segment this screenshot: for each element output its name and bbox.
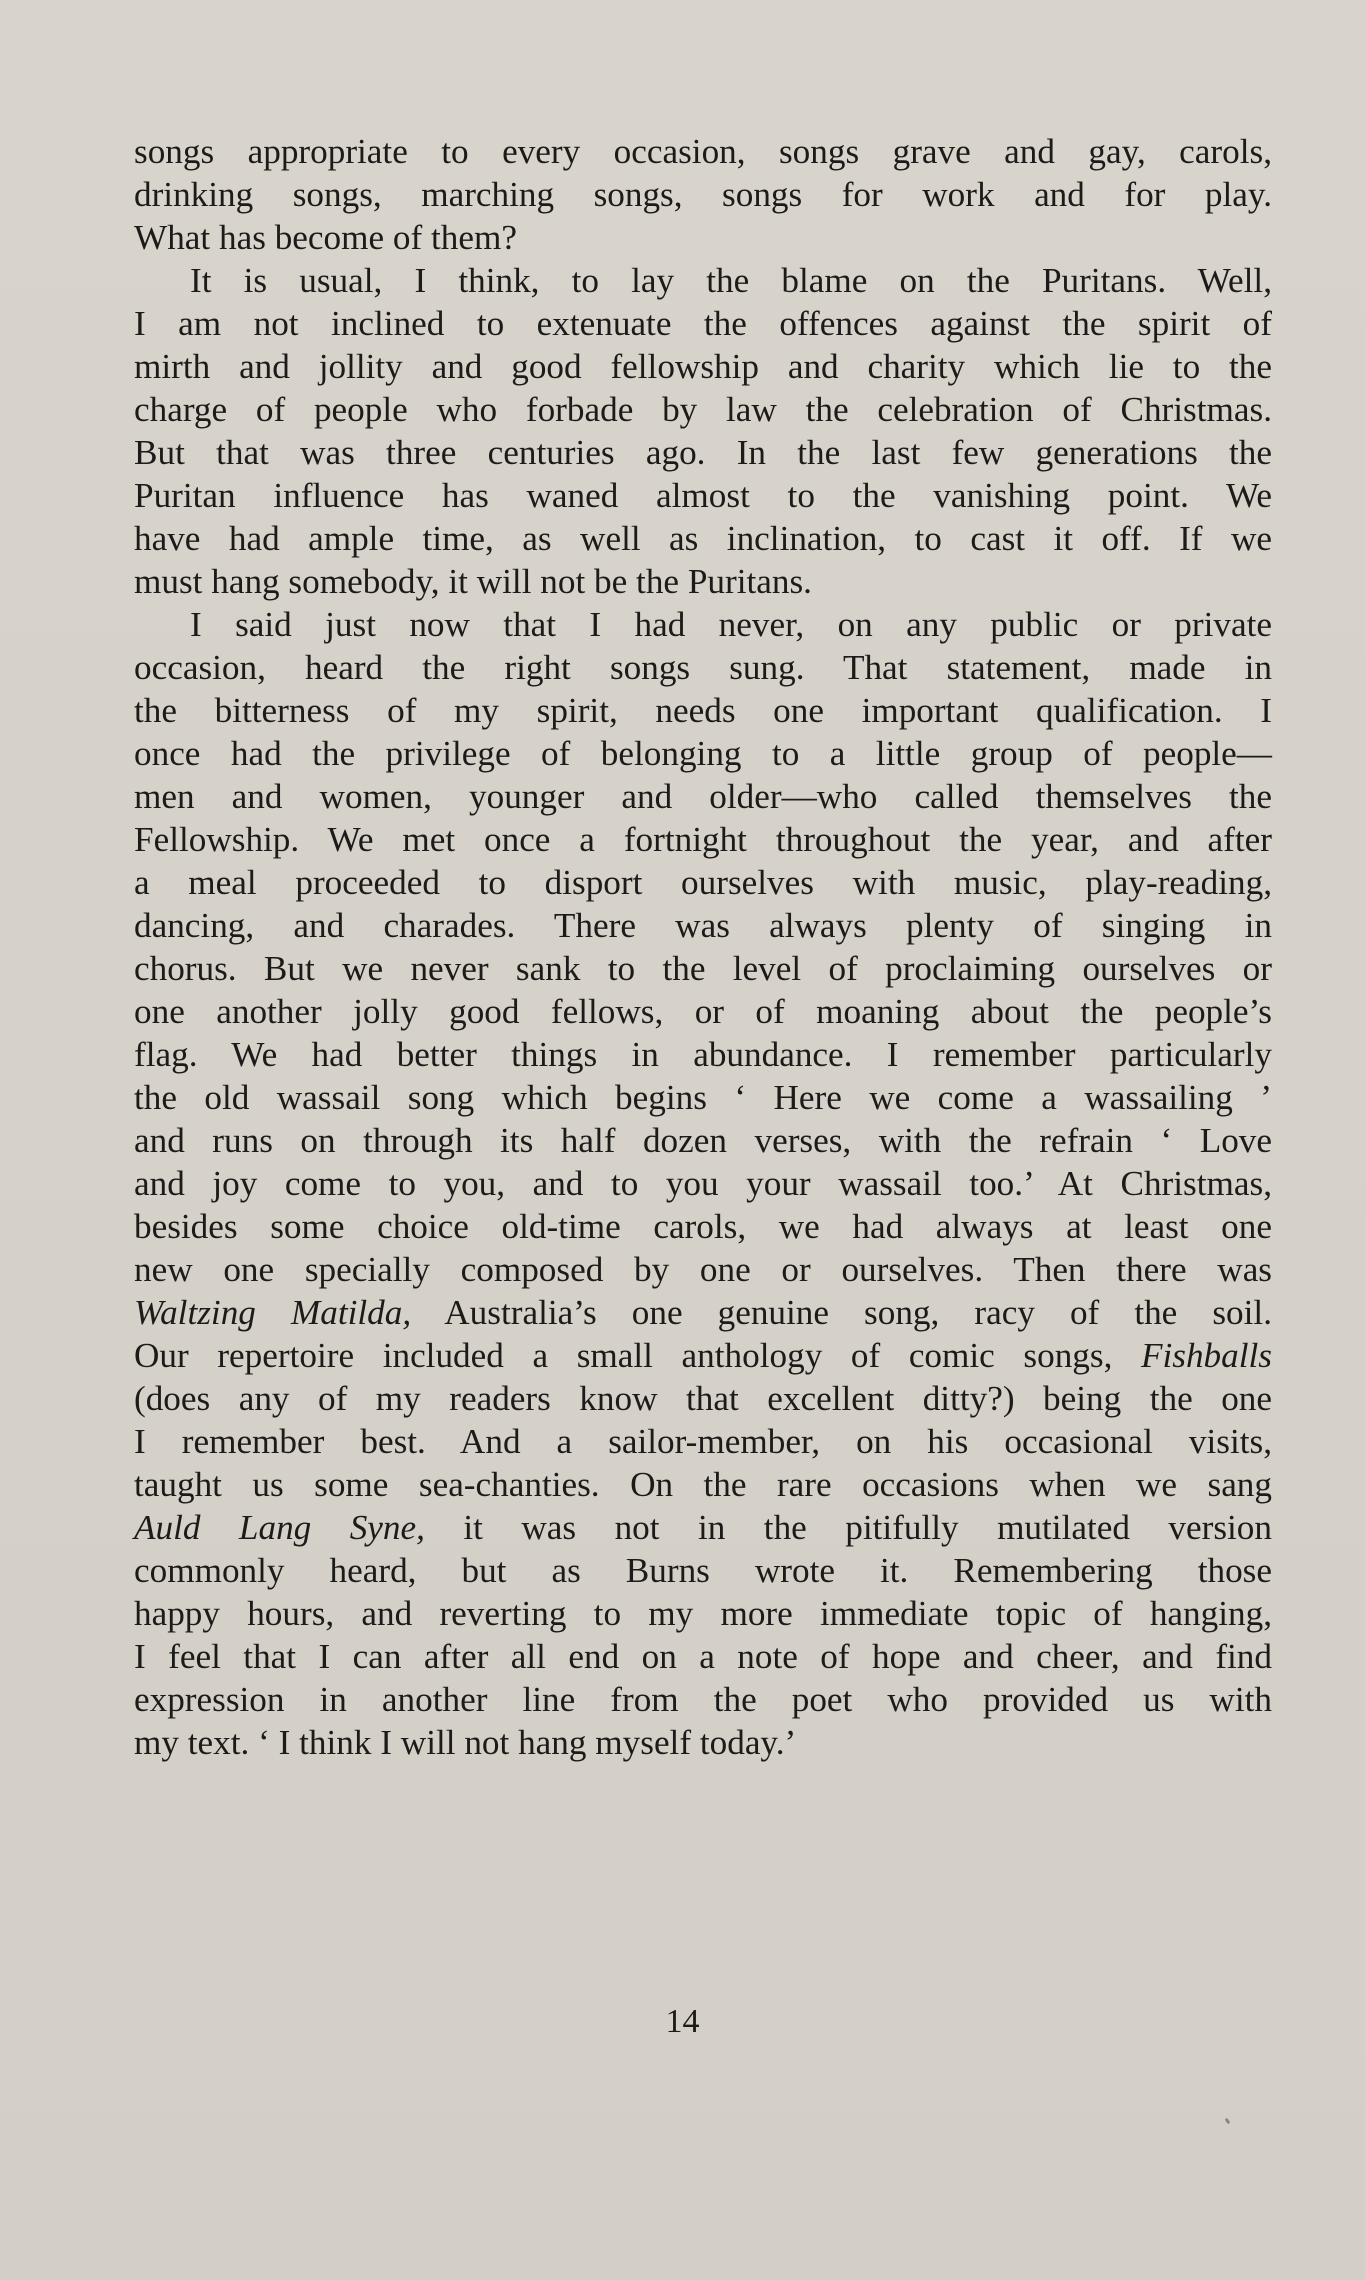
text-line: new one specially composed by one or ourselves. Then there was (134, 1250, 1272, 1289)
text-line: a meal proceeded to disport ourselves with music, play-reading, (134, 863, 1272, 902)
text-line (134, 1291, 1272, 1334)
text-line: have had ample time, as well as inclination, to cast it off. If we (134, 519, 1272, 558)
text-run: Australia’s one genuine song, racy of the soil. (411, 1293, 1272, 1332)
text-run: it was not in the pitifully mutilated version (424, 1508, 1272, 1547)
text-line: the bitterness of my spirit, needs one important qualification. I (134, 691, 1272, 730)
text-line: But that was three centuries ago. In the last few generations the (134, 433, 1272, 472)
text-line: Fellowship. We met once a fortnight throughout the year, and after (134, 820, 1272, 859)
text-line: flag. We had better things in abundance. I remember particularly (134, 1035, 1272, 1074)
text-line: What has become of them? (134, 218, 517, 257)
text-line: songs appropriate to every occasion, songs grave and gay, carols, (134, 132, 1272, 171)
text-line (134, 1334, 1272, 1377)
italic-title: Fishballs (1141, 1336, 1272, 1375)
text-run: Our repertoire included a small anthology of comic songs, (134, 1336, 1141, 1375)
text-line: Puritan influence has waned almost to the vanishing point. We (134, 476, 1272, 515)
text-line: commonly heard, but as Burns wrote it. Remembering those (134, 1551, 1272, 1590)
text-line: I am not inclined to extenuate the offences against the spirit of (134, 304, 1272, 343)
text-line: I remember best. And a sailor-member, on his occasional visits, (134, 1422, 1272, 1461)
text-line: once had the privilege of belonging to a little group of people— (134, 734, 1272, 773)
paper-speck (1225, 2118, 1231, 2125)
text-line: happy hours, and reverting to my more immediate topic of hanging, (134, 1594, 1272, 1633)
italic-title: Waltzing Matilda, (134, 1293, 412, 1332)
text-line: and runs on through its half dozen verses, with the refrain ‘ Love (134, 1121, 1272, 1160)
italic-title: Auld Lang Syne, (134, 1508, 425, 1547)
text-line: the old wassail song which begins ‘ Here we come a wassailing ’ (134, 1078, 1272, 1117)
text-line: drinking songs, marching songs, songs for work and for play. (134, 175, 1272, 214)
text-line: expression in another line from the poet who provided us with (134, 1680, 1272, 1719)
text-line: must hang somebody, it will not be the Puritans. (134, 562, 812, 601)
text-line: It is usual, I think, to lay the blame on the Puritans. Well, (190, 261, 1272, 300)
page-number: 14 (665, 2003, 700, 2040)
text-line: (does any of my readers know that excellent ditty?) being the one (134, 1379, 1272, 1418)
text-line (134, 1506, 1272, 1549)
text-line: mirth and jollity and good fellowship and charity which lie to the (134, 347, 1272, 386)
text-line: I feel that I can after all end on a note of hope and cheer, and find (134, 1637, 1272, 1676)
text-line: besides some choice old-time carols, we had always at least one (134, 1207, 1272, 1246)
text-line: one another jolly good fellows, or of moaning about the people’s (134, 992, 1272, 1031)
body-text (134, 130, 1272, 1764)
text-line: taught us some sea-chanties. On the rare occasions when we sang (134, 1465, 1272, 1504)
text-line: chorus. But we never sank to the level of proclaiming ourselves or (134, 949, 1272, 988)
text-line: and joy come to you, and to you your wassail too.’ At Christmas, (134, 1164, 1272, 1203)
text-line: dancing, and charades. There was always plenty of singing in (134, 906, 1272, 945)
text-line: my text. ‘ I think I will not hang myself today.’ (134, 1723, 797, 1762)
text-line: I said just now that I had never, on any public or private (190, 605, 1272, 644)
text-line: men and women, younger and older—who called themselves the (134, 777, 1272, 816)
text-line: charge of people who forbade by law the celebration of Christmas. (134, 390, 1272, 429)
text-line: occasion, heard the right songs sung. That statement, made in (134, 648, 1272, 687)
